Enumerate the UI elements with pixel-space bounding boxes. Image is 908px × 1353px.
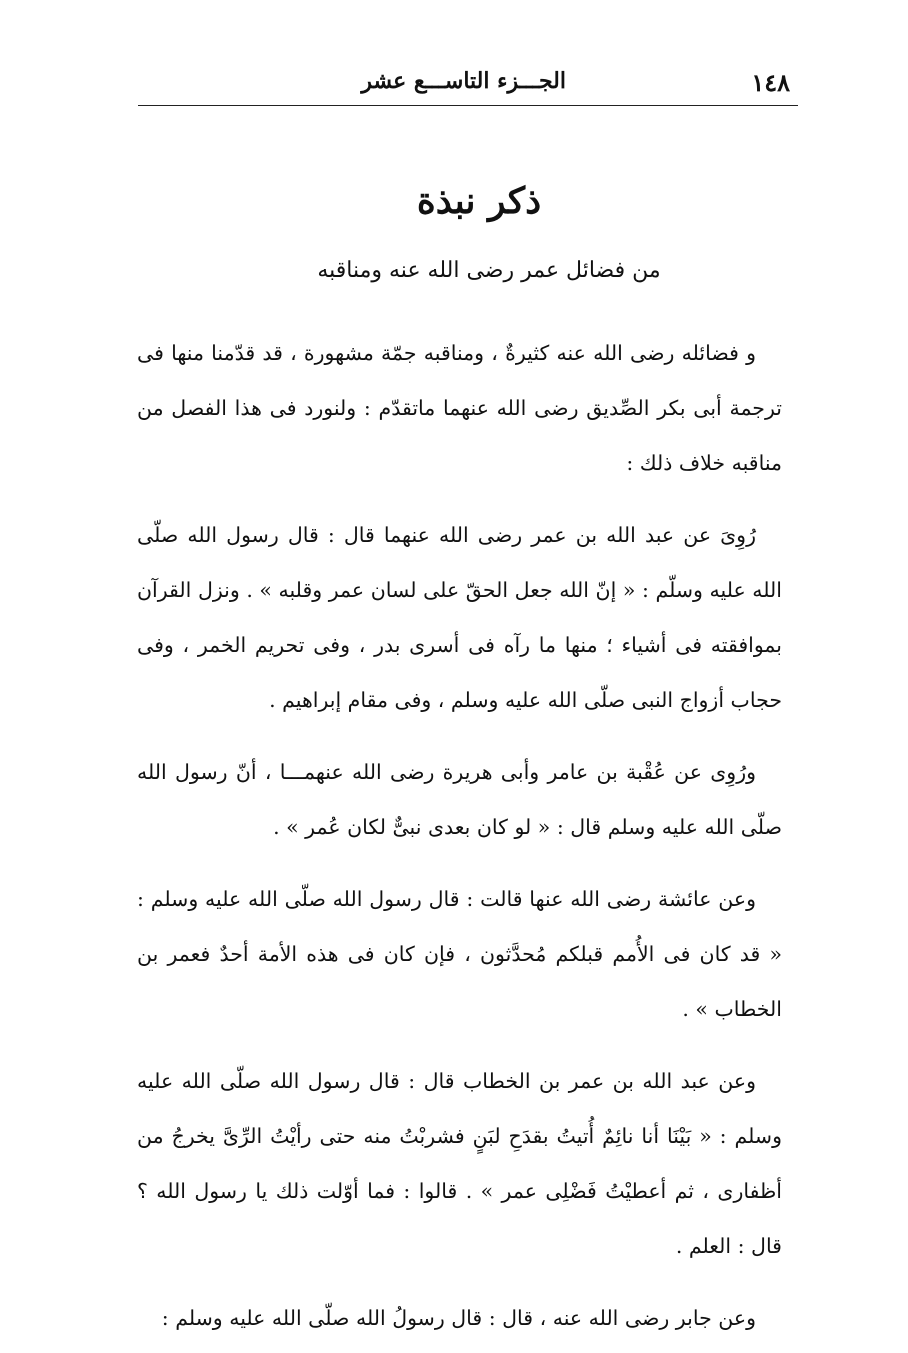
paragraph-1: و فضائله رضى الله عنه كثيرةٌ ، ومناقبه جمّة مشهورة ، قد قدّمنا منها فى ترجمة أبى بكر الصِّديق رضى الله عنهما ماتقدّم : ولنورد فى هذا الفصل من مناقبه خلاف ذلك :	[137, 341, 782, 475]
section-title: ذكر نبذة	[416, 180, 542, 222]
paragraph-6: وعن جابر رضى الله عنه ، قال : قال رسولُ الله صلّى الله عليه وسلم :	[161, 1306, 756, 1330]
body-text	[137, 326, 782, 1352]
page-header	[138, 62, 798, 106]
header-rule	[138, 105, 798, 106]
section-subtitle: من فضائل عمر رضى الله عنه ومناقبه	[317, 258, 661, 283]
paragraph-5: وعن عبد الله بن عمر بن الخطاب قال : قال رسول الله صلّى الله عليه وسلم : « بَيْنَا أنا نائِمٌ أُتيتُ بقدَحِ لبَنٍ فشربْتُ منه حتى رأيْتُ الرِّىَّ يخرجُ من أظفارى ، ثم أعطيْتُ فَضْلِى عمر » . قالوا : فما أوّلت ذلك يا رسول الله ؟ قال : العلم .	[137, 1069, 782, 1258]
paragraph-4: وعن عائشة رضى الله عنها قالت : قال رسول الله صلّى الله عليه وسلم : « قد كان فى الأُمم قبلكم مُحدَّثون ، فإن كان فى هذه الأمة أحدٌ فعمر بن الخطاب » .	[137, 887, 782, 1021]
paragraph-2: رُوِىَ عن عبد الله بن عمر رضى الله عنهما قال : قال رسول الله صلّى الله عليه وسلّم : « إنّ الله جعل الحقّ على لسان عمر وقلبه » . ونزل القرآن بموافقته فى أشياء ؛ منها ما رآه فى أسرى بدر ، وفى تحريم الخمر ، وفى حجاب أزواج النبى صلّى الله عليه وسلم ، وفى مقام إبراهيم .	[137, 523, 782, 712]
paragraph-3: ورُوِى عن عُقْبة بن عامر وأبى هريرة رضى الله عنهمـــا ، أنّ رسول الله صلّى الله عليه وسلم قال : « لو كان بعدى نبىٌّ لكان عُمر » .	[137, 760, 782, 839]
running-title: الجـــزء التاســـع عشر	[361, 68, 566, 94]
page-number: ١٤٨	[751, 68, 790, 97]
